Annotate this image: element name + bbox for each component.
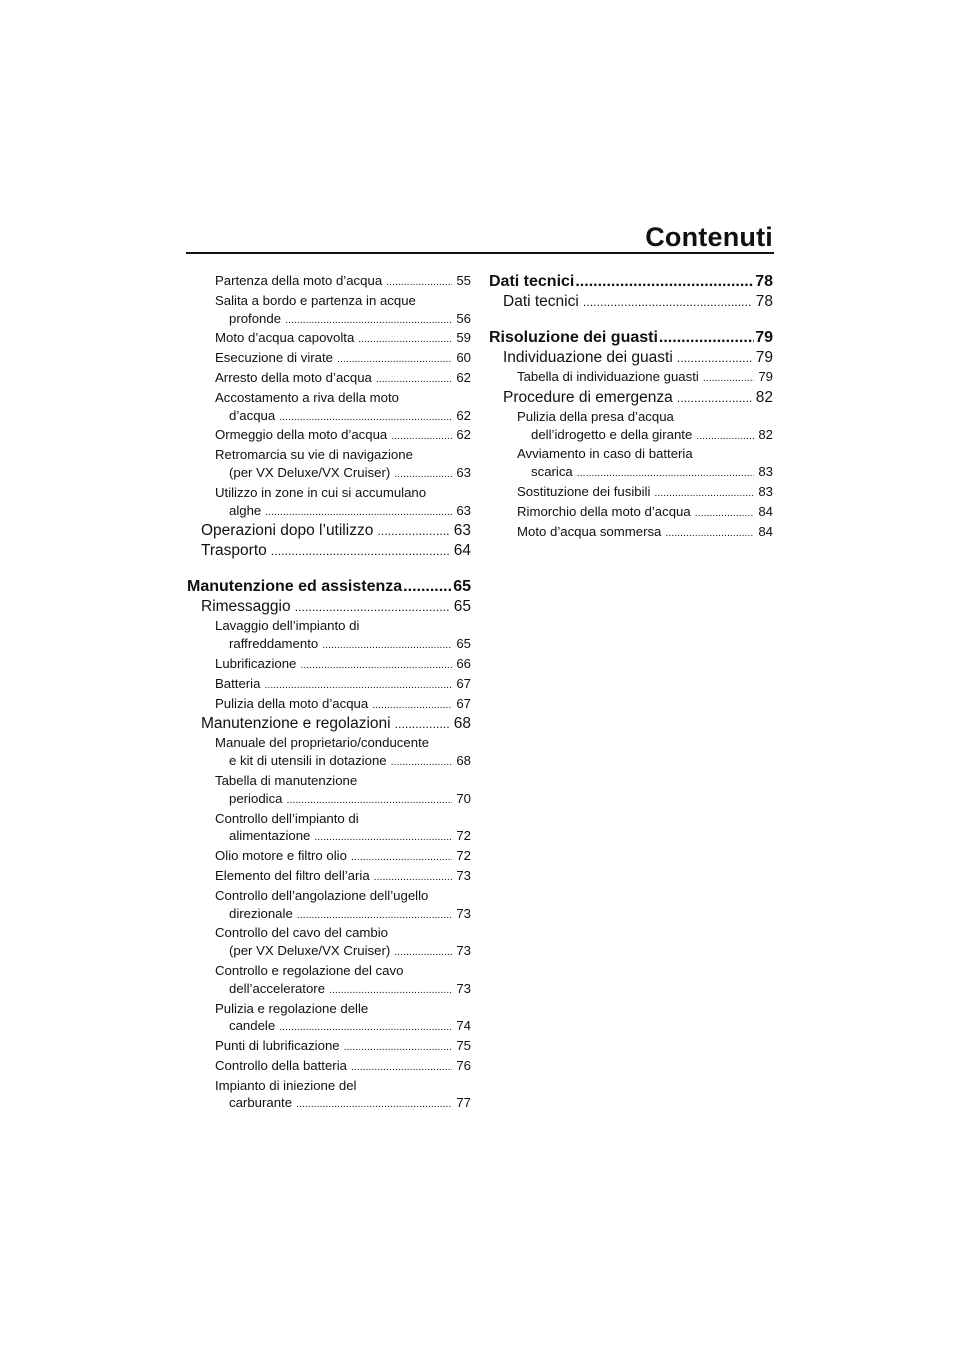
toc-page-number: 78 [755,273,773,290]
toc-page-number: 83 [758,483,773,499]
toc-page-number: 76 [456,1057,471,1073]
toc-entry-title: Dati tecnici [503,293,579,310]
toc-entry-title: Controllo e regolazione del cavo [215,962,404,978]
toc-entry-title: Retromarcia su vie di navigazione [215,447,413,463]
toc-page-number: 63 [453,522,471,540]
toc-entry-title: Manuale del proprietario/conducente [215,735,430,751]
toc-dot-leader [696,428,754,446]
toc-entry-title: dell’idrogetto e della girante [531,426,693,442]
toc-entry-title: Individuazione dei guasti [503,349,673,366]
toc-subsection[interactable] [187,1057,471,1077]
toc-dot-leader [659,328,754,348]
toc-dot-leader [271,541,450,561]
toc-dot-leader [300,657,452,675]
toc-dot-leader [285,312,452,330]
toc-dot-leader [394,466,452,484]
toc-dot-leader [403,577,452,597]
toc-page-number: 55 [456,273,471,288]
toc-subsection[interactable] [187,1077,471,1115]
page-title: Contenuti [645,222,773,252]
toc-subsection[interactable] [187,734,471,772]
toc-page-number: 63 [456,464,471,480]
toc-entry-title: Controllo dell’impianto di [215,810,359,826]
toc-section[interactable] [187,541,471,561]
toc-dot-leader [575,272,754,292]
toc-dot-leader [295,597,450,617]
toc-entry-title: Tabella di manutenzione [215,772,358,788]
toc-page-number: 79 [755,329,773,346]
toc-entry-title: (per VX Deluxe/VX Cruiser) [229,464,391,480]
toc-dot-leader [279,1019,452,1037]
toc-page-number: 72 [456,828,471,844]
toc-page-number: 66 [456,655,471,671]
toc-dot-leader [391,428,452,446]
toc-page-number: 65 [456,636,471,652]
toc-page-number: 56 [456,310,471,326]
toc-dot-leader [372,697,452,715]
toc-subsection[interactable] [187,847,471,867]
toc-left-column [187,272,471,1114]
toc-subsection[interactable] [187,772,471,810]
toc-page-number: 59 [456,330,471,346]
toc-subsection[interactable] [489,445,773,483]
toc-entry-title: Punti di lubrificazione [215,1038,340,1054]
toc-subsection[interactable] [187,272,471,292]
toc-subsection[interactable] [489,408,773,446]
toc-page-number: 83 [758,464,773,480]
toc-page-number: 62 [456,369,471,385]
toc-page-number: 67 [456,695,471,711]
toc-dot-leader [329,982,452,1000]
toc-section[interactable] [489,388,773,408]
toc-dot-leader [376,371,452,389]
toc-chapter[interactable] [489,272,773,292]
title-divider [186,252,774,254]
toc-subsection[interactable] [187,1037,471,1057]
toc-subsection[interactable] [187,446,471,484]
toc-section[interactable] [187,521,471,541]
toc-section[interactable] [187,597,471,617]
toc-dot-leader [296,1096,452,1114]
toc-entry-title: Moto d’acqua sommersa [517,523,662,539]
toc-page-number: 73 [456,867,471,883]
toc-subsection[interactable] [187,389,471,427]
toc-page-number: 67 [456,675,471,691]
toc-subsection[interactable] [187,292,471,330]
toc-dot-leader [351,1059,452,1077]
toc-dot-leader [358,331,452,349]
toc-subsection[interactable] [187,617,471,655]
toc-dot-leader [677,348,752,368]
toc-page-number: 82 [755,388,773,406]
toc-subsection[interactable] [187,810,471,848]
toc-page-number: 64 [453,542,471,560]
toc-page-number: 63 [456,502,471,518]
toc-entry-title: Partenza della moto d’acqua [215,273,383,288]
toc-subsection[interactable] [187,695,471,715]
toc-page-number: 72 [456,848,471,864]
toc-entry-title: Pulizia e regolazione delle [215,1000,369,1016]
toc-page-number: 65 [453,598,471,616]
toc-chapter[interactable] [489,328,773,348]
toc-dot-leader [386,274,452,292]
toc-dot-leader [287,792,453,810]
toc-entry-title: Accostamento a riva della moto [215,389,399,405]
toc-entry-title: e kit di utensili in dotazione [229,753,387,769]
toc-dot-leader [654,485,754,503]
toc-right-column [489,272,773,542]
toc-entry-title: Lavaggio dell’impianto di [215,618,360,634]
toc-subsection[interactable] [187,426,471,446]
toc-dot-leader [394,944,452,962]
toc-dot-leader [665,525,754,543]
toc-entry-title: Pulizia della moto d’acqua [215,695,369,711]
toc-dot-leader [577,465,755,483]
toc-dot-leader [264,677,452,695]
toc-entry-title: Ormeggio della moto d’acqua [215,427,388,443]
toc-entry-title: Manutenzione e regolazioni [201,715,391,733]
toc-entry-title: Procedure di emergenza [503,388,673,406]
toc-entry-title: Risoluzione dei guasti [489,329,658,346]
toc-subsection[interactable] [187,349,471,369]
toc-subsection[interactable] [489,368,773,388]
toc-entry-title: Rimessaggio [201,598,291,616]
toc-entry-title: Controllo della batteria [215,1057,347,1073]
toc-page-number: 84 [758,523,773,539]
toc-entry-title: carburante [229,1095,293,1111]
toc-entry-title: Controllo del cavo del cambio [215,925,388,941]
toc-entry-title: Esecuzione di virate [215,350,334,366]
toc-entry-title: Olio motore e filtro olio [215,848,347,864]
toc-entry-title: Lubrificazione [215,655,297,671]
toc-subsection[interactable] [489,503,773,523]
toc-dot-leader [337,351,452,369]
toc-entry-title: d’acqua [229,407,276,423]
toc-page-number: 62 [456,407,471,423]
toc-page-number: 77 [456,1095,471,1111]
toc-dot-leader [377,521,449,541]
toc-entry-title: Manutenzione ed assistenza [187,578,403,596]
toc-entry-title: Sostituzione dei fusibili [517,483,651,499]
toc-entry-title: Controllo dell’angolazione dell’ugello [215,887,429,903]
toc-entry-title: profonde [229,310,282,326]
toc-entry-title: (per VX Deluxe/VX Cruiser) [229,943,391,959]
toc-entry-title: Avviamento in caso di batteria [517,446,693,462]
toc-section[interactable] [187,714,471,734]
toc-dot-leader [314,829,452,847]
toc-entry-title: raffreddamento [229,636,319,652]
toc-page-number: 84 [758,503,773,519]
toc-entry-title: Batteria [215,675,261,691]
toc-entry-title: alimentazione [229,828,311,844]
toc-page-number: 78 [755,293,773,310]
toc-page-number: 79 [755,349,773,366]
toc-entry-title: dell’acceleratore [229,980,326,996]
toc-subsection[interactable] [187,962,471,1000]
toc-entry-title: scarica [531,464,573,480]
toc-page-number: 65 [453,578,471,596]
toc-dot-leader [265,504,452,522]
toc-subsection[interactable] [187,924,471,962]
toc-page-number: 70 [456,790,471,806]
toc-subsection[interactable] [187,1000,471,1038]
toc-page-number: 73 [456,943,471,959]
toc-entry-title: Pulizia della presa d’acqua [517,408,674,424]
toc-page-number: 68 [453,715,471,733]
toc-entry-title: Moto d’acqua capovolta [215,330,355,346]
toc-chapter[interactable] [187,577,471,597]
toc-section[interactable] [489,348,773,368]
toc-entry-title: Dati tecnici [489,273,575,290]
toc-entry-title: Trasporto [201,542,267,560]
toc-dot-leader [351,849,452,867]
toc-subsection[interactable] [187,329,471,349]
toc-subsection[interactable] [187,369,471,389]
toc-dot-leader [695,505,755,523]
toc-entry-title: Operazioni dopo l’utilizzo [201,522,374,540]
toc-page-number: 73 [456,980,471,996]
toc-section[interactable] [489,292,773,312]
toc-dot-leader [583,292,752,312]
toc-page-number: 62 [456,427,471,443]
toc-subsection[interactable] [187,484,471,522]
toc-page-number: 73 [456,905,471,921]
toc-page-number: 82 [758,426,773,442]
toc-entry-title: candele [229,1018,276,1034]
toc-entry-title: Tabella di individuazione guasti [517,369,699,384]
toc-entry-title: periodica [229,790,283,806]
toc-dot-leader [344,1039,453,1057]
toc-entry-title: Elemento del filtro dell’aria [215,867,370,883]
toc-entry-title: Salita a bordo e partenza in acque [215,292,416,308]
toc-entry-title: alghe [229,502,262,518]
toc-dot-leader [297,907,453,925]
toc-dot-leader [677,388,752,408]
toc-entry-title: direzionale [229,905,293,921]
toc-page-number: 75 [456,1038,471,1054]
toc-subsection[interactable] [489,523,773,543]
toc-subsection[interactable] [489,483,773,503]
toc-dot-leader [374,869,453,887]
toc-subsection[interactable] [187,867,471,887]
toc-entry-title: Utilizzo in zone in cui si accumulano [215,484,427,500]
toc-dot-leader [279,409,452,427]
toc-entry-title: Rimorchio della moto d’acqua [517,503,691,519]
toc-dot-leader [322,637,452,655]
toc-page-number: 74 [456,1018,471,1034]
toc-dot-leader [703,370,755,388]
toc-subsection[interactable] [187,655,471,675]
toc-page-number: 79 [758,369,773,384]
toc-page-number: 68 [456,753,471,769]
toc-page-number: 60 [456,350,471,366]
toc-dot-leader [395,714,450,734]
toc-dot-leader [391,754,453,772]
toc-subsection[interactable] [187,675,471,695]
toc-entry-title: Arresto della moto d’acqua [215,369,372,385]
toc-entry-title: Impianto di iniezione del [215,1077,357,1093]
toc-subsection[interactable] [187,887,471,925]
